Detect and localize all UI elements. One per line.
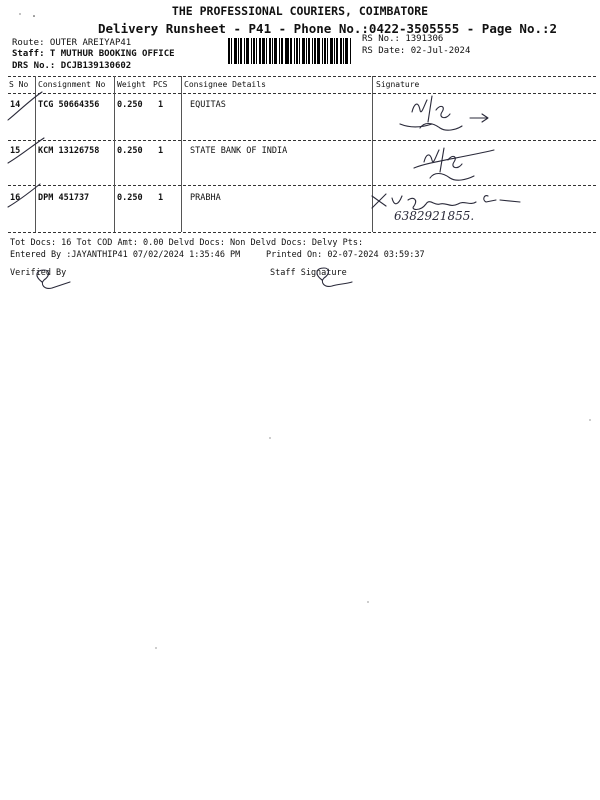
row-pcs: 1	[158, 146, 164, 156]
handwritten-phone: 6382921855.	[394, 209, 475, 223]
drs-value: DCJB139130602	[60, 61, 132, 71]
row-consignee: PRABHA	[190, 193, 221, 203]
row-weight: 0.250	[117, 146, 143, 156]
row-sno: 15	[10, 146, 21, 156]
row-sno: 14	[10, 100, 21, 110]
row-sno: 16	[10, 193, 21, 203]
row-consignment: KCM 13126758	[38, 146, 100, 156]
row-weight: 0.250	[117, 193, 143, 203]
column-header-signature: Signature	[376, 80, 420, 89]
row-consignee: STATE BANK OF INDIA	[190, 146, 288, 156]
printed-on: Printed On: 02-07-2024 03:59:37	[266, 250, 425, 260]
column-header-weight: Weight	[117, 80, 146, 89]
runsheet-title: Delivery Runsheet - P41 - Phone No.:0422-3505555 - Page No.:2	[98, 21, 558, 36]
rs-number: RS No.: 1391306	[362, 34, 444, 44]
entered-by: Entered By :JAYANTHIP41 07/02/2024 1:35:46 PM	[10, 250, 241, 260]
column-header-consignment: Consignment No	[38, 80, 106, 89]
row-consignee: EQUITAS	[190, 100, 226, 110]
company-title: THE PROFESSIONAL COURIERS, COIMBATORE	[171, 4, 429, 18]
row-weight: 0.250	[117, 100, 143, 110]
row-consignment: TCG 50664356	[38, 100, 100, 110]
rs-date: RS Date: 02-Jul-2024	[362, 46, 471, 56]
column-header-consignee: Consignee Details	[184, 80, 266, 89]
row-consignment: DPM 451737	[38, 193, 90, 203]
staff-label: Staff: T MUTHUR BOOKING OFFICE	[12, 49, 175, 59]
row-pcs: 1	[158, 193, 164, 203]
column-header-sno: S No	[9, 80, 29, 89]
row-pcs: 1	[158, 100, 164, 110]
totals-line: Tot Docs: 16 Tot COD Amt: 0.00 Delvd Docs: Non Delvd Docs: Delvy Pts:	[10, 238, 364, 248]
verified-by-label: Verified By	[10, 268, 67, 278]
staff-signature-label: Staff Signature	[270, 268, 347, 278]
drs-label: DRS No.:	[12, 61, 56, 71]
route-label: Route: OUTER AREIYAP41	[12, 38, 132, 48]
column-header-pcs: PCS	[153, 80, 168, 89]
